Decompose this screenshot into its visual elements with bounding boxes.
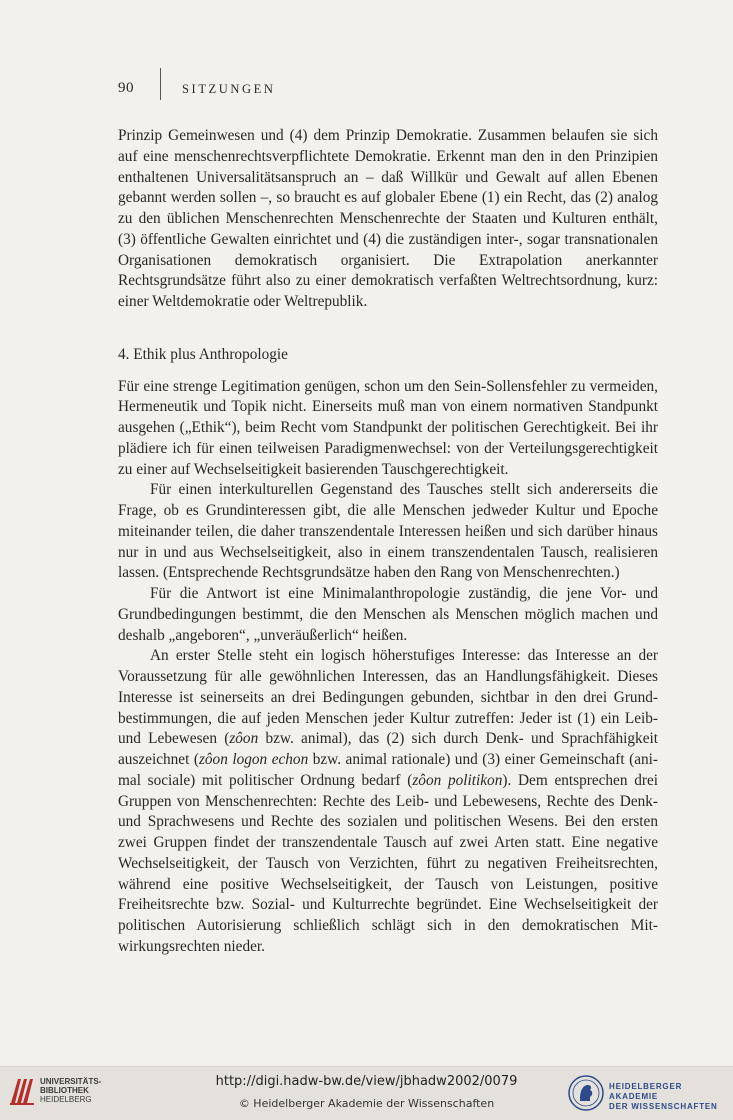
footer-bar: [0, 1066, 733, 1120]
permalink-url[interactable]: http://digi.hadw-bw.de/view/jbhadw2002/0079: [215, 1074, 518, 1089]
body-text: [118, 126, 658, 958]
page-number: 90: [118, 80, 134, 96]
paragraph: Für die Antwort ist eine Minimalanthropologie zuständig, die jene Vor- und Grundbedingungen bestimmt, die den Menschen als Menschen möglich machen und deshalb „angeboren“, „unveräußerlich“ heißen.: [118, 585, 658, 644]
academy-name-line: DER WISSENSCHAFTEN: [609, 1102, 718, 1111]
academy-name: [609, 1082, 733, 1112]
paragraph: Für eine strenge Legitimation genügen, schon um den Sein-Sollensfehler zu vermeiden, Hermeneutik und Topik nicht. Einerseits muß man von einem normativen Standpunkt ausgehen („Ethik“), beim Recht vom Standpunkt der politischen Gerechtigkeit. Bei ihr plädiere ich für einen teilweisen Paradigmenwechsel: von der Verteilungsgerechtigkeit zu einer auf Wechselseitigkeit basierenden Tauschgerechtigkeit.: [118, 377, 658, 478]
paragraph: [118, 646, 658, 957]
text-run: ). Dem entsprechen drei Gruppen von Menschenrechten: Rechte des Leib- und Lebewesens, Rechte des Denk- und Sprachwesens und Rechte des sozialen und politischen Wesens. Bei den ersten zwei Gruppen findet der transzendentale Tausch auf zwei Arten statt. Eine negative Wechselseitigkeit, der Tausch von Verzichten, führt zu negativen Freiheitsrechten, während eine positive Wechselseitigkeit, der Tausch von Leistungen, positive Freiheitsrechte bzw. Sozial- und Kulturrechte begründet. Eine Wechselseitigkeit der politischen Autorisierung schließlich schlägt sich in den demokratischen Mitwirkungsrechten nieder.: [118, 771, 659, 955]
library-name-line: BIBLIOTHEK: [40, 1086, 89, 1095]
running-head: SITZUNGEN: [182, 82, 276, 96]
library-name-line: HEIDELBERG: [40, 1095, 92, 1104]
academy-seal-icon: [568, 1075, 604, 1111]
paragraph: Für einen interkulturellen Gegenstand des Tausches stellt sich andererseits die Frage, ob es Grundinteressen gibt, die alle Menschen jedweder Kultur und Epoche miteinander teilen, die daher transzendentale Interessen heißen und sich darüber hinaus nur in und aus Wechselseitigkeit, also in einem transzendentalen Tausch, realisieren lassen. (Entsprechende Rechtsgrundsätze haben den Rang von Menschenrechten.): [118, 481, 658, 582]
copyright-notice: © Heidelberger Akademie der Wissenschaften: [238, 1097, 495, 1110]
section-heading: 4. Ethik plus Anthropologie: [118, 345, 288, 363]
text-run: bzw. animal rationale) und (3) einer Gemeinschaft (animal sociale) mit politischer Ordnung bedarf (: [118, 751, 658, 789]
text-run: An erster Stelle steht ein logisch höherstufiges Interesse: das Interesse an der Voraussetzung für alle gewöhnlichen Interessen, das an Handlungsfähigkeit. Dieses Interesse ist seinerseits an drei Bedingungen gebunden, sichtbar in den drei Grundbestimmungen, die auf jeden Menschen jeder Kultur zutreffen: Jeder ist (1) ein Leib- und Lebewesen (: [118, 647, 658, 748]
text-run: bzw. animal), das (2) sich durch Denk- und Sprachfähigkeit auszeichnet (: [118, 730, 658, 768]
greek-term: zôon politikon: [412, 771, 503, 789]
paragraph: Prinzip Gemeinwesen und (4) dem Prinzip Demokratie. Zusammen belaufen sie sich auf eine menschenrechtsverpflichtete Demokratie. Erkennt man den in den Prinzipien enthaltenen Universalitätsanspruch an – daß Willkür und Gewalt auf allen Ebenen gebannt werden sollen –, so braucht es auf globaler Ebene (1) ein Recht, das (2) analog zu den üblichen Menschenrechten Menschenrechte der Staaten und Kulturen enthält, (3) öffentliche Gewalten einrichtet und (4) die zuständigen inter-, sogar transnationalen Organisationen demokratisch organisiert. Die Extrapolation anerkannter Rechtsgrundsätze führt also zu einer demokratisch verfaßten Weltrechtsordnung, kurz: einer Weltdemokratie oder Weltrepublik.: [118, 127, 658, 310]
library-name-line: UNIVERSITÄTS-: [40, 1077, 102, 1086]
header-divider: [160, 68, 161, 100]
greek-term: zôon: [229, 730, 259, 748]
academy-name-line: HEIDELBERGER AKADEMIE: [609, 1082, 683, 1101]
greek-term: zôon logon echon: [198, 751, 309, 768]
